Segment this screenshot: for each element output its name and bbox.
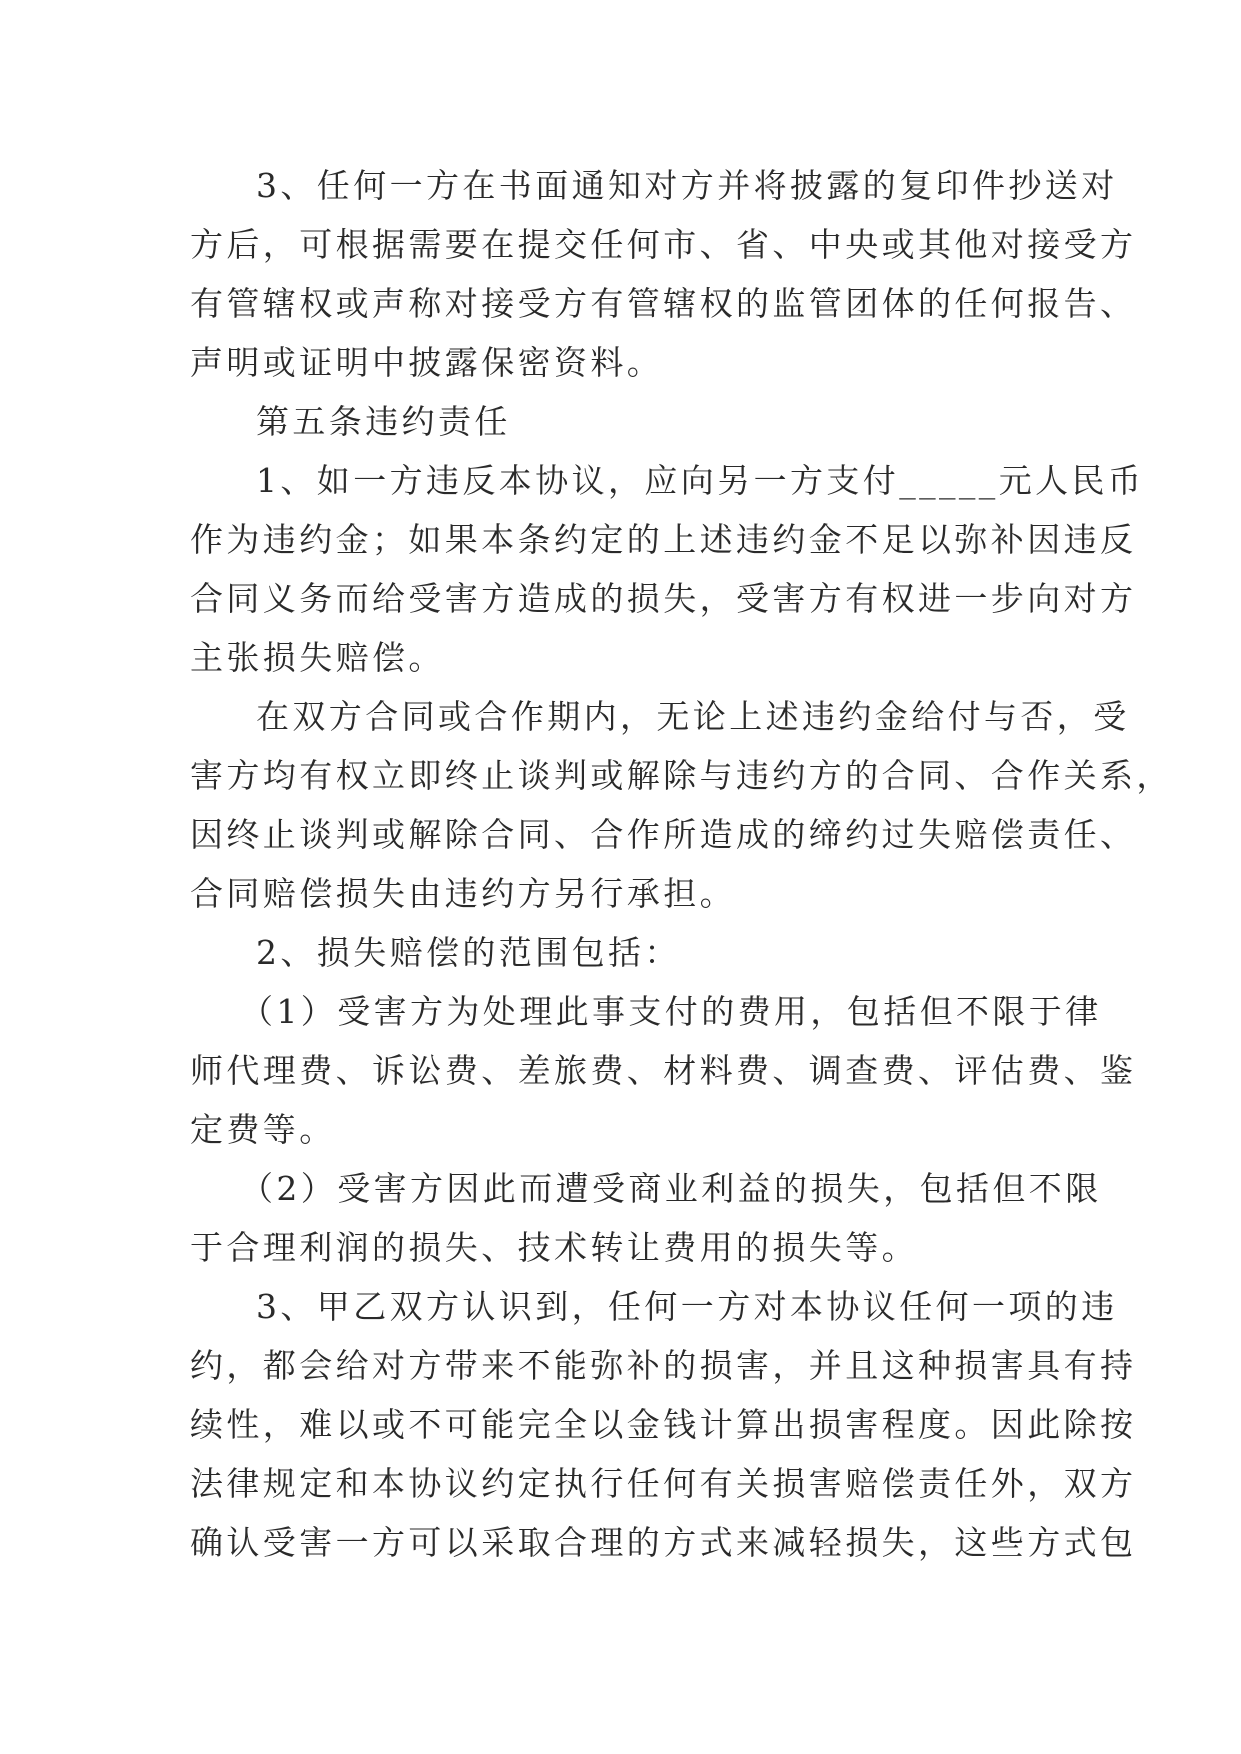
section-heading-article-5: [190, 392, 1050, 451]
text-line: 1、如一方违反本协议，应向另一方支付_____元人民币: [256, 461, 1145, 500]
text-line: 有管辖权或声称对接受方有管辖权的监管团体的任何报告、: [190, 284, 1137, 323]
paragraph-termination-rights: [190, 687, 1173, 923]
text-line: 声明或证明中披露保密资料。: [190, 343, 664, 382]
text-line: 害方均有权立即终止谈判或解除与违约方的合同、合作关系，: [190, 756, 1173, 795]
text-line: 3、甲乙双方认识到，任何一方对本协议任何一项的违: [256, 1287, 1118, 1326]
text-line: 续性，难以或不可能完全以金钱计算出损害程度。因此除按: [190, 1405, 1137, 1444]
paragraph-liability-clause-1: [190, 451, 1145, 687]
paragraph-damages-item-1: [190, 982, 1137, 1159]
text-line: 因终止谈判或解除合同、合作所造成的缔约过失赔偿责任、: [190, 815, 1137, 854]
text-line: 法律规定和本协议约定执行任何有关损害赔偿责任外，双方: [190, 1464, 1137, 1503]
paragraph-damages-scope: [190, 923, 1050, 982]
text-line: 约，都会给对方带来不能弥补的损害，并且这种损害具有持: [190, 1346, 1137, 1385]
section-heading: 第五条违约责任: [256, 402, 511, 441]
text-line: 确认受害一方可以采取合理的方式来减轻损失，这些方式包: [190, 1523, 1137, 1562]
text-line: 3、任何一方在书面通知对方并将披露的复印件抄送对: [256, 166, 1118, 205]
text-line: 合同义务而给受害方造成的损失，受害方有权进一步向对方: [190, 579, 1137, 618]
text-line: 在双方合同或合作期内，无论上述违约金给付与否，受: [256, 697, 1130, 736]
text-line: （2）受害方因此而遭受商业利益的损失，包括但不限: [240, 1169, 1102, 1208]
text-line: 2、损失赔偿的范围包括：: [256, 933, 681, 972]
text-line: 主张损失赔偿。: [190, 638, 445, 677]
paragraph-damages-item-2: [190, 1159, 1102, 1277]
text-line: 定费等。: [190, 1110, 336, 1149]
text-line: （1）受害方为处理此事支付的费用，包括但不限于律: [240, 992, 1102, 1031]
paragraph-liability-clause-3: [190, 1277, 1137, 1572]
paragraph-disclosure-clause-3: [190, 156, 1137, 392]
text-line: 于合理利润的损失、技术转让费用的损失等。: [190, 1228, 918, 1267]
text-line: 作为违约金；如果本条约定的上述违约金不足以弥补因违反: [190, 520, 1137, 559]
text-line: 师代理费、诉讼费、差旅费、材料费、调查费、评估费、鉴: [190, 1051, 1137, 1090]
document-body: [190, 156, 1173, 1572]
text-line: 合同赔偿损失由违约方另行承担。: [190, 874, 736, 913]
text-line: 方后，可根据需要在提交任何市、省、中央或其他对接受方: [190, 225, 1137, 264]
